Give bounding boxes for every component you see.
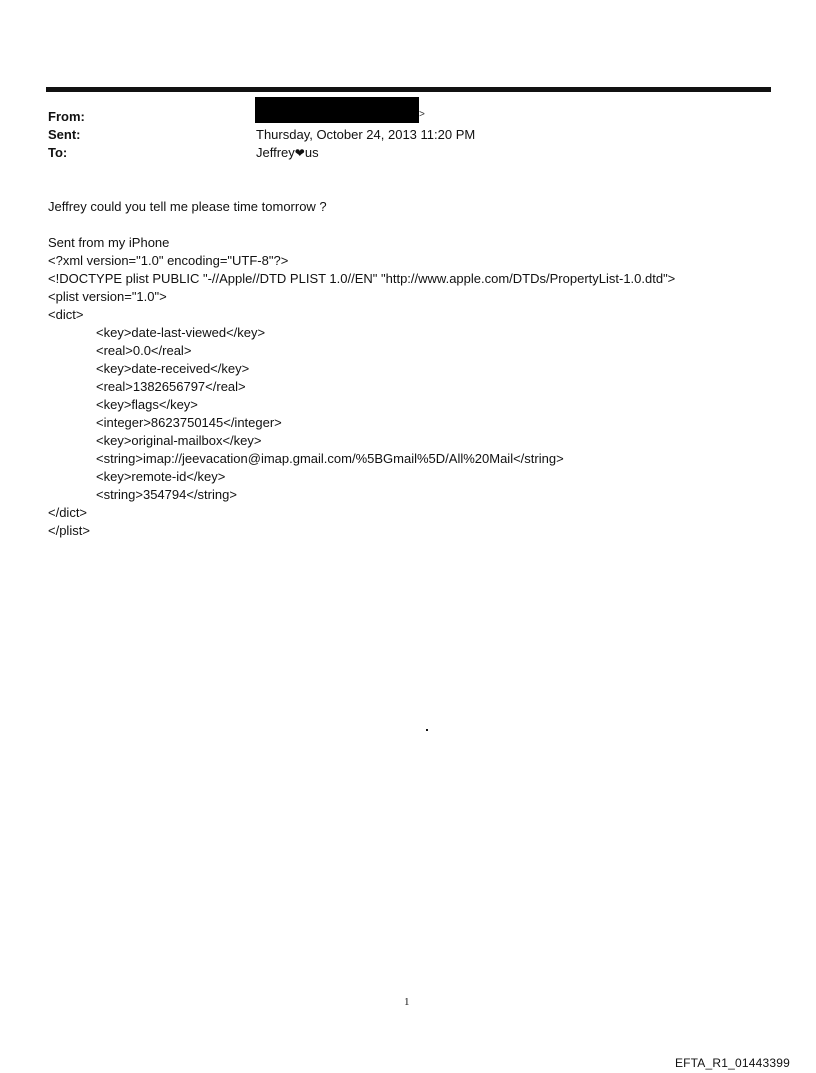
signature-text: Sent from my iPhone [48, 235, 170, 250]
stray-mark [426, 729, 428, 731]
plist-line: <string>imap://jeevacation@imap.gmail.com/%5BGmail%5D/All%20Mail</string> [96, 451, 564, 466]
plist-line: <real>0.0</real> [96, 343, 192, 358]
plist-line: <key>date-last-viewed</key> [96, 325, 266, 340]
plist-line: <key>flags</key> [96, 397, 198, 412]
plist-line: <plist version="1.0"> [48, 289, 167, 304]
plist-line: <real>1382656797</real> [96, 379, 246, 394]
plist-line: </plist> [48, 523, 90, 538]
sent-label: Sent: [48, 127, 81, 142]
header-divider [46, 87, 771, 92]
sent-value: Thursday, October 24, 2013 11:20 PM [256, 127, 476, 142]
page-number: 1 [404, 996, 410, 1008]
redaction-block [255, 97, 419, 123]
to-name-start: Jeffrey [256, 145, 295, 160]
plist-line: <key>date-received</key> [96, 361, 250, 376]
heart-icon: ❤ [294, 146, 305, 160]
plist-line: <!DOCTYPE plist PUBLIC "-//Apple//DTD PLIST 1.0//EN" "http://www.apple.com/DTDs/PropertyList-1.0.dtd"> [48, 271, 676, 286]
plist-line: <key>original-mailbox</key> [96, 433, 262, 448]
to-row [48, 144, 319, 161]
plist-line: <key>remote-id</key> [96, 469, 226, 484]
plist-line: <integer>8623750145</integer> [96, 415, 282, 430]
plist-line: <?xml version="1.0" encoding="UTF-8"?> [48, 253, 289, 268]
plist-line: </dict> [48, 505, 88, 520]
from-row [48, 108, 256, 125]
sent-row [48, 126, 475, 143]
plist-line: <dict> [48, 307, 84, 322]
from-value-tail: > [419, 109, 425, 120]
message-text: Jeffrey could you tell me please time tomorrow ? [48, 199, 327, 214]
from-label: From: [48, 109, 85, 124]
plist-line: <string>354794</string> [96, 487, 237, 502]
document-id: EFTA_R1_01443399 [674, 1056, 790, 1070]
to-label: To: [48, 145, 68, 160]
to-name-end: us [304, 145, 319, 160]
to-value [256, 144, 319, 161]
